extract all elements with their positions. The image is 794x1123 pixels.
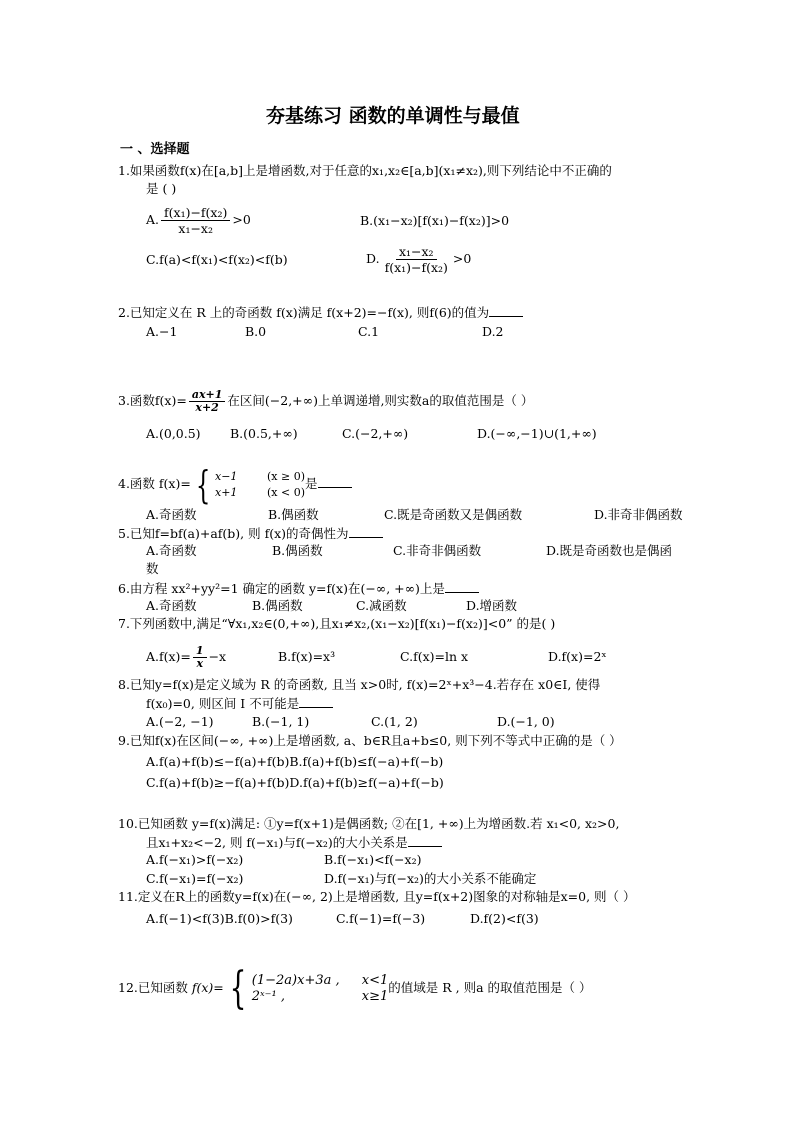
- q10-stem-cont: 且x₁+x₂<−2, 则 f(−x₁)与f(−x₂)的大小关系是: [146, 834, 442, 851]
- q2-option-d: D.2: [482, 324, 504, 339]
- q1-stem: 1.如果函数f(x)在[a,b]上是增函数,对于任意的x₁,x₂∈[a,b](x₁≠x₂),则下列结论中不正确的: [118, 163, 612, 178]
- q8-option-d: D.(−1, 0): [497, 714, 555, 729]
- q8-option-a: A.(−2, −1): [146, 714, 214, 729]
- answer-blank: [318, 475, 352, 488]
- q10-stem: 10.已知函数 y=f(x)满足: ①y=f(x+1)是偶函数; ②在[1, +∞)上为增函数.若 x₁<0, x₂>0,: [118, 816, 620, 831]
- q4-option-c: C.既是奇函数又是偶函数: [384, 507, 523, 522]
- q1-a-numerator: f(x₁)−f(x₂): [161, 205, 230, 221]
- q3-stem: 3.函数f(x)= $\frac{ax+1}{x+2}$ 在区间(−2,+∞)上单调递增,则实数a的取值范围是（ ）: [118, 388, 534, 414]
- q6-option-a: A.奇函数: [146, 598, 197, 613]
- q2-option-c: C.1: [358, 324, 380, 339]
- q1-stem-cont: 是 ( ): [146, 181, 177, 196]
- q6-option-d: D.增函数: [466, 598, 518, 613]
- q10-option-d: D.f(−x₁)与f(−x₂)的大小关系不能确定: [324, 871, 537, 886]
- q7-option-d: D.f(x)=2ˣ: [548, 649, 607, 664]
- section-heading: 一 、选择题: [120, 142, 190, 157]
- q1-a-denominator: x₁−x₂: [178, 221, 213, 236]
- q7-option-a: A.f(x)= $\frac{1}{x}$ −x: [146, 644, 227, 670]
- q12-piecewise: (1−2a)x+3a , x<1 2ˣ⁻¹ , x≥1: [251, 972, 389, 1004]
- q5-option-a: A.奇函数: [146, 543, 197, 558]
- q3-numerator: ax+1: [189, 389, 226, 402]
- q11-option-c: C.f(−1)=f(−3): [336, 911, 426, 926]
- q1-option-d: D. $\frac{\text{x₁−x₂}}{\text{f(x₁)−f(x₂)}}$ >0: [366, 244, 472, 275]
- q5-option-c: C.非奇非偶函数: [393, 543, 482, 558]
- piecewise-brace: {: [195, 462, 211, 507]
- q4-option-d: D.非奇非偶函数: [594, 507, 683, 522]
- q4-option-a: A.奇函数: [146, 507, 197, 522]
- q8-stem-cont: f(x₀)=0, 则区间 I 不可能是: [146, 695, 333, 712]
- q2-option-b: B.0: [245, 324, 267, 339]
- q4-stem: 4.函数 f(x)= { x−1 (x ≥ 0) x+1 (x < 0) 是: [118, 464, 352, 504]
- piecewise-brace: {: [229, 962, 247, 1014]
- q1-option-a: A. $\frac{\text{f(x₁)−f(x₂)}}{\text{x₁−x₂}}$ >0: [146, 205, 251, 236]
- q3-option-c: C.(−2,+∞): [342, 426, 409, 441]
- q10-option-c: C.f(−x₁)=f(−x₂): [146, 871, 244, 886]
- q1-option-b: B.(x₁−x₂)[f(x₁)−f(x₂)]>0: [360, 213, 510, 228]
- q3-option-d: D.(−∞,−1)∪(1,+∞): [477, 426, 597, 441]
- answer-blank: [445, 580, 479, 593]
- answer-blank: [349, 525, 383, 538]
- answer-blank: [489, 304, 523, 317]
- q7-option-c: C.f(x)=ln x: [400, 649, 469, 664]
- q9-stem: 9.已知f(x)在区间(−∞, +∞)上是增函数, a、b∈R且a+b≤0, 则下列不等式中正确的是（ ）: [118, 733, 622, 748]
- q2-stem: 2.已知定义在 R 上的奇函数 f(x)满足 f(x+2)=−f(x), 则f(6)的值为: [118, 304, 523, 321]
- q11-options-ab: A.f(−1)<f(3)B.f(0)>f(3): [146, 911, 293, 926]
- q6-option-b: B.偶函数: [252, 598, 303, 613]
- page-title: 夯基练习 函数的单调性与最值: [266, 105, 520, 127]
- answer-blank: [299, 695, 333, 708]
- q3-option-a: A.(0,0.5): [146, 426, 201, 441]
- q5-option-b: B.偶函数: [272, 543, 323, 558]
- answer-blank: [408, 834, 442, 847]
- q1-d-denominator: f(x₁)−f(x₂): [384, 260, 448, 275]
- q7-stem: 7.下列函数中,满足“∀x₁,x₂∈(0,+∞),且x₁≠x₂,(x₁−x₂)[f(x₁)−f(x₂)]<0” 的是( ): [118, 616, 556, 631]
- q10-option-b: B.f(−x₁)<f(−x₂): [324, 852, 422, 867]
- q2-option-a: A.−1: [146, 324, 178, 339]
- q8-option-c: C.(1, 2): [371, 714, 418, 729]
- q11-option-d: D.f(2)<f(3): [470, 911, 539, 926]
- q5-option-d-cont: 数: [146, 561, 159, 576]
- q3-option-b: B.(0.5,+∞): [230, 426, 298, 441]
- q8-stem: 8.已知y=f(x)是定义域为 R 的奇函数, 且当 x>0时, f(x)=2ˣ+x³−4.若存在 x0∈I, 使得: [118, 677, 601, 692]
- q3-denominator: x+2: [195, 401, 219, 414]
- q6-option-c: C.减函数: [356, 598, 407, 613]
- q6-stem: 6.由方程 xx²+yy²=1 确定的函数 y=f(x)在(−∞, +∞)上是: [118, 580, 479, 597]
- q4-piecewise: x−1 (x ≥ 0) x+1 (x < 0): [215, 469, 305, 499]
- q7-option-b: B.f(x)=x³: [278, 649, 336, 664]
- q12-stem: 12.已知函数 f(x)= { (1−2a)x+3a , x<1 2ˣ⁻¹ , x≥1 的值域是 R , 则a 的取值范围是（ ）: [118, 962, 592, 1014]
- q9-options-ab: A.f(a)+f(b)≤−f(a)+f(b)B.f(a)+f(b)≤f(−a)+f(−b): [146, 754, 444, 769]
- q8-option-b: B.(−1, 1): [252, 714, 310, 729]
- q4-option-b: B.偶函数: [268, 507, 319, 522]
- q5-stem: 5.已知f=bf(a)+af(b), 则 f(x)的奇偶性为: [118, 525, 383, 542]
- q10-option-a: A.f(−x₁)>f(−x₂): [146, 852, 244, 867]
- q11-stem: 11.定义在R上的函数y=f(x)在(−∞, 2)上是增函数, 且y=f(x+2)图象的对称轴是x=0, 则（ ）: [118, 889, 636, 904]
- q1-d-numerator: x₁−x₂: [396, 244, 437, 260]
- q1-option-c: C.f(a)<f(x₁)<f(x₂)<f(b): [146, 252, 288, 267]
- q9-options-cd: C.f(a)+f(b)≥−f(a)+f(b)D.f(a)+f(b)≥f(−a)+f(−b): [146, 775, 444, 790]
- q5-option-d: D.既是奇函数也是偶函: [546, 543, 673, 558]
